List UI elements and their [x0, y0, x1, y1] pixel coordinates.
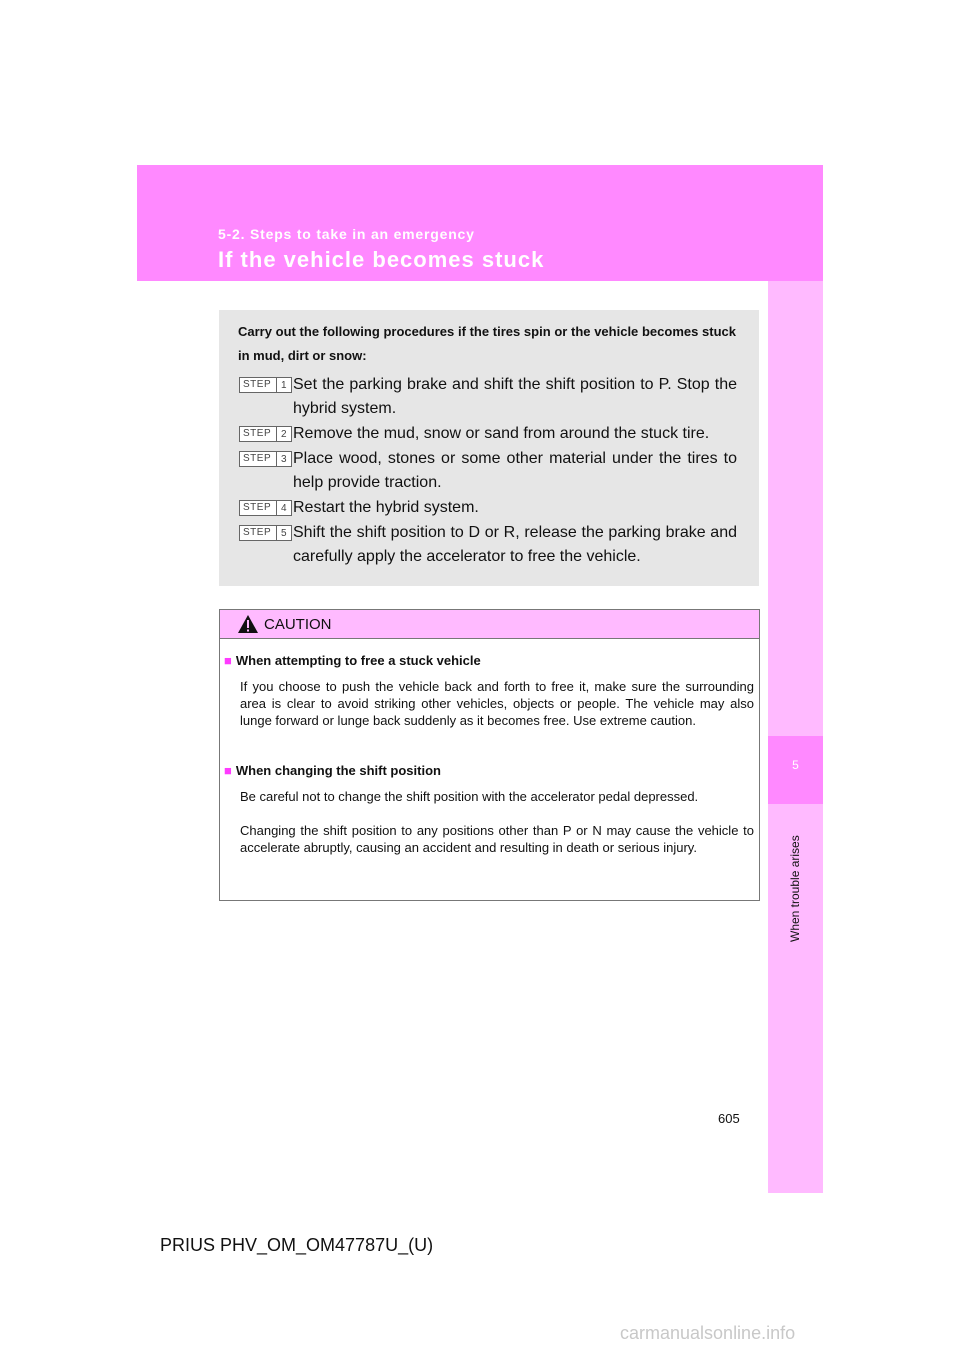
page-number: 605 — [718, 1111, 740, 1126]
step-badge-number: 1 — [276, 378, 291, 392]
chapter-name: When trouble arises — [788, 835, 802, 942]
section-label: 5-2. Steps to take in an emergency — [218, 226, 475, 242]
chapter-name-container — [788, 820, 802, 960]
square-bullet-icon: ■ — [224, 763, 232, 778]
caution-body: If you choose to push the vehicle back and forth to free it, make sure the surrounding area is clear to avoid striking other vehicles, objects or people. The vehicle may also lunge forward or lunge back suddenly as it becomes free. Use extreme caution. — [240, 679, 754, 728]
caution-header — [220, 610, 759, 639]
caution-box — [219, 609, 760, 901]
caution-title: CAUTION — [264, 616, 332, 633]
procedure-intro: Carry out the following procedures if the tires spin or the vehicle becomes stuck in mud, dirt or snow: — [238, 324, 736, 363]
step-badge — [239, 451, 292, 467]
step-badge-number: 5 — [276, 526, 291, 540]
step-badge-number: 2 — [276, 427, 291, 441]
step-text: Shift the shift position to D or R, release the parking brake and carefully apply the accelerator to free the vehicle. — [293, 524, 737, 565]
step-text: Restart the hybrid system. — [293, 499, 479, 516]
caution-heading-text: When changing the shift position — [235, 763, 441, 778]
watermark: carmanualsonline.info — [620, 1323, 796, 1343]
step-text: Set the parking brake and shift the shift position to P. Stop the hybrid system. — [293, 376, 737, 417]
step-badge-label: STEP — [243, 502, 272, 513]
document-code: PRIUS PHV_OM_OM47787U_(U) — [160, 1235, 434, 1255]
caution-heading — [224, 763, 441, 778]
caution-heading — [224, 653, 481, 668]
step-badge — [239, 500, 292, 516]
step-badge — [239, 377, 292, 393]
page-title: If the vehicle becomes stuck — [218, 247, 545, 272]
step-text: Place wood, stones or some other material under the tires to help provide traction. — [293, 450, 737, 491]
step-text: Remove the mud, snow or sand from around the stuck tire. — [293, 425, 710, 442]
caution-body: Changing the shift position to any positions other than P or N may cause the vehicle to accelerate abruptly, causing an accident and resulting in death or serious injury. — [240, 823, 754, 855]
step-badge — [239, 525, 292, 541]
square-bullet-icon: ■ — [224, 653, 232, 668]
step-badge-label: STEP — [243, 527, 272, 538]
step-badge — [239, 426, 292, 442]
step-badge-label: STEP — [243, 379, 272, 390]
chapter-number: 5 — [792, 758, 799, 772]
step-badge-number: 4 — [276, 501, 291, 515]
warning-triangle-icon — [237, 614, 259, 634]
caution-body: Be careful not to change the shift position with the accelerator pedal depressed. — [240, 789, 699, 804]
step-badge-label: STEP — [243, 453, 272, 464]
step-badge-label: STEP — [243, 428, 272, 439]
procedure-box — [219, 310, 759, 586]
step-badge-number: 3 — [276, 452, 291, 466]
caution-heading-text: When attempting to free a stuck vehicle — [235, 653, 481, 668]
